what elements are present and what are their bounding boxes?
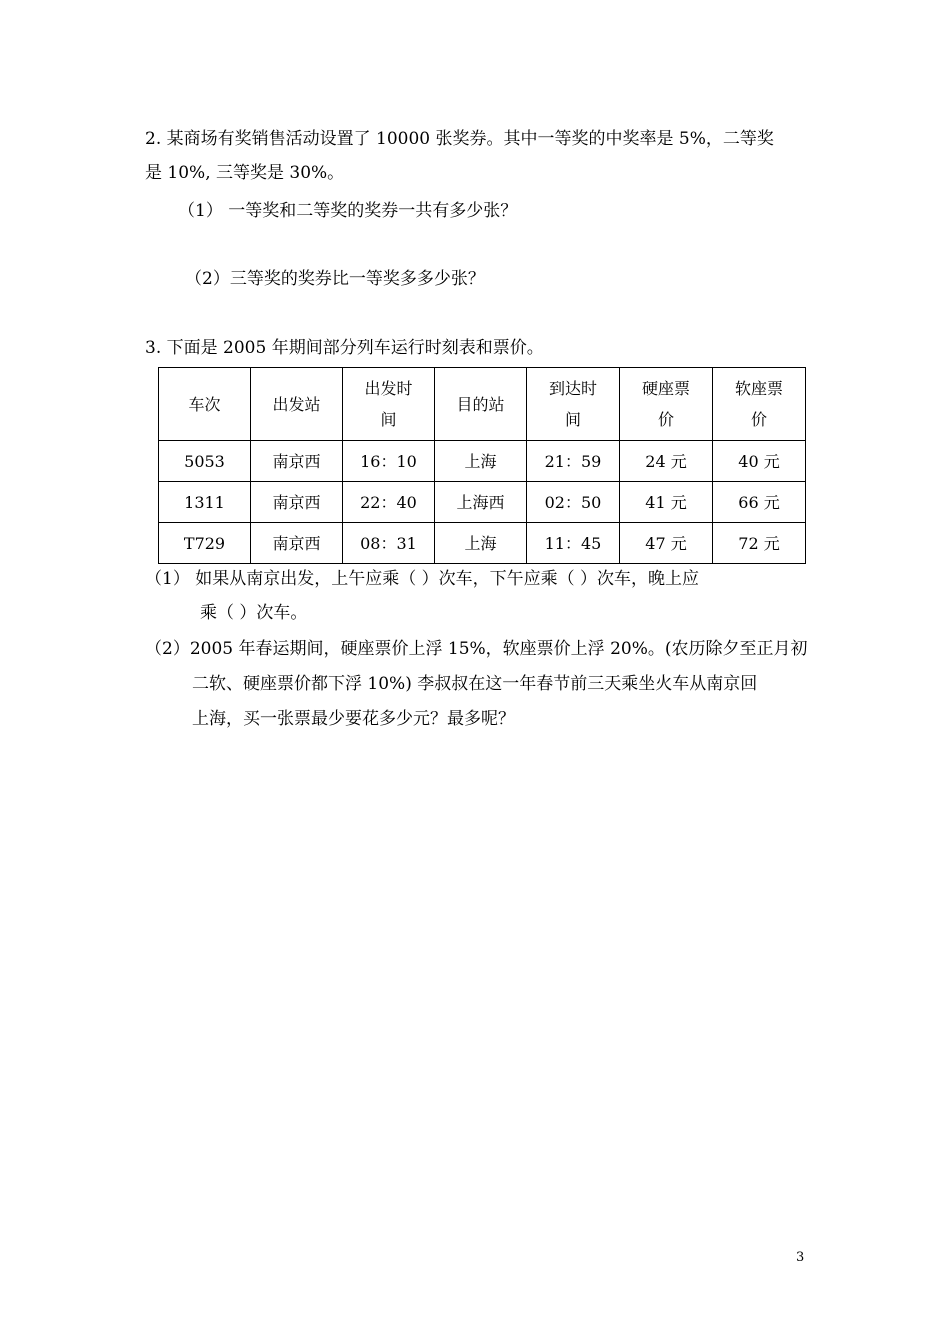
table-cell: 21：59 xyxy=(527,441,620,482)
table-row xyxy=(159,441,806,482)
table-cell: 41 元 xyxy=(620,482,713,523)
header-cell-departure-station: 出发站 xyxy=(251,368,343,441)
header-cell-arrival-time: 到达时 间 xyxy=(527,368,620,441)
table-row xyxy=(159,482,806,523)
page-number: 3 xyxy=(796,1250,805,1265)
header-cell-hard-seat-price: 硬座票 价 xyxy=(620,368,713,441)
header-cell-destination: 目的站 xyxy=(435,368,527,441)
table-cell: 16：10 xyxy=(343,441,435,482)
table-header-row xyxy=(159,368,806,441)
train-schedule-table xyxy=(158,367,806,564)
q3-subquestion-2-line-3: 上海，买一张票最少要花多少元？最多呢？ xyxy=(192,709,515,729)
q3-subquestion-1-line-1: （1） 如果从南京出发，上午应乘（ ）次车，下午应乘（ ）次车，晚上应 xyxy=(145,569,700,589)
header-cell-train-number: 车次 xyxy=(159,368,251,441)
q3-subquestion-2-line-2: 二软、硬座票价都下浮 10%) 李叔叔在这一年春节前三天乘坐火车从南京回 xyxy=(192,674,758,694)
table-cell: 上海 xyxy=(435,523,527,564)
table-cell: 72 元 xyxy=(713,523,806,564)
table-row xyxy=(159,523,806,564)
header-cell-soft-seat-price: 软座票 价 xyxy=(713,368,806,441)
table-cell: 02：50 xyxy=(527,482,620,523)
table-cell: 11：45 xyxy=(527,523,620,564)
table-cell: 上海西 xyxy=(435,482,527,523)
table-cell: 南京西 xyxy=(251,482,343,523)
header-cell-departure-time: 出发时 间 xyxy=(343,368,435,441)
table-cell: 40 元 xyxy=(713,441,806,482)
table-cell: 24 元 xyxy=(620,441,713,482)
table-cell: 上海 xyxy=(435,441,527,482)
q2-line-2: 是 10%, 三等奖是 30%。 xyxy=(145,163,345,183)
q3-subquestion-1-line-2: 乘（ ）次车。 xyxy=(200,603,308,623)
table-cell: 66 元 xyxy=(713,482,806,523)
table-cell: T729 xyxy=(159,523,251,564)
table-cell: 1311 xyxy=(159,482,251,523)
table-cell: 5053 xyxy=(159,441,251,482)
q2-subquestion-1: （1） 一等奖和二等奖的奖券一共有多少张？ xyxy=(178,201,518,221)
table-cell: 08：31 xyxy=(343,523,435,564)
q3-title: 3. 下面是 2005 年期间部分列车运行时刻表和票价。 xyxy=(145,338,544,358)
table-cell: 22：40 xyxy=(343,482,435,523)
table-cell: 47 元 xyxy=(620,523,713,564)
table-cell: 南京西 xyxy=(251,441,343,482)
table-cell: 南京西 xyxy=(251,523,343,564)
q2-line-1: 2. 某商场有奖销售活动设置了 10000 张奖券。其中一等奖的中奖率是 5%，二等奖 xyxy=(145,129,774,149)
q2-subquestion-2: （2）三等奖的奖券比一等奖多多少张？ xyxy=(185,269,485,289)
q3-subquestion-2-line-1: （2）2005 年春运期间，硬座票价上浮 15%，软座票价上浮 20%。(农历除夕至正月初 xyxy=(145,639,808,659)
